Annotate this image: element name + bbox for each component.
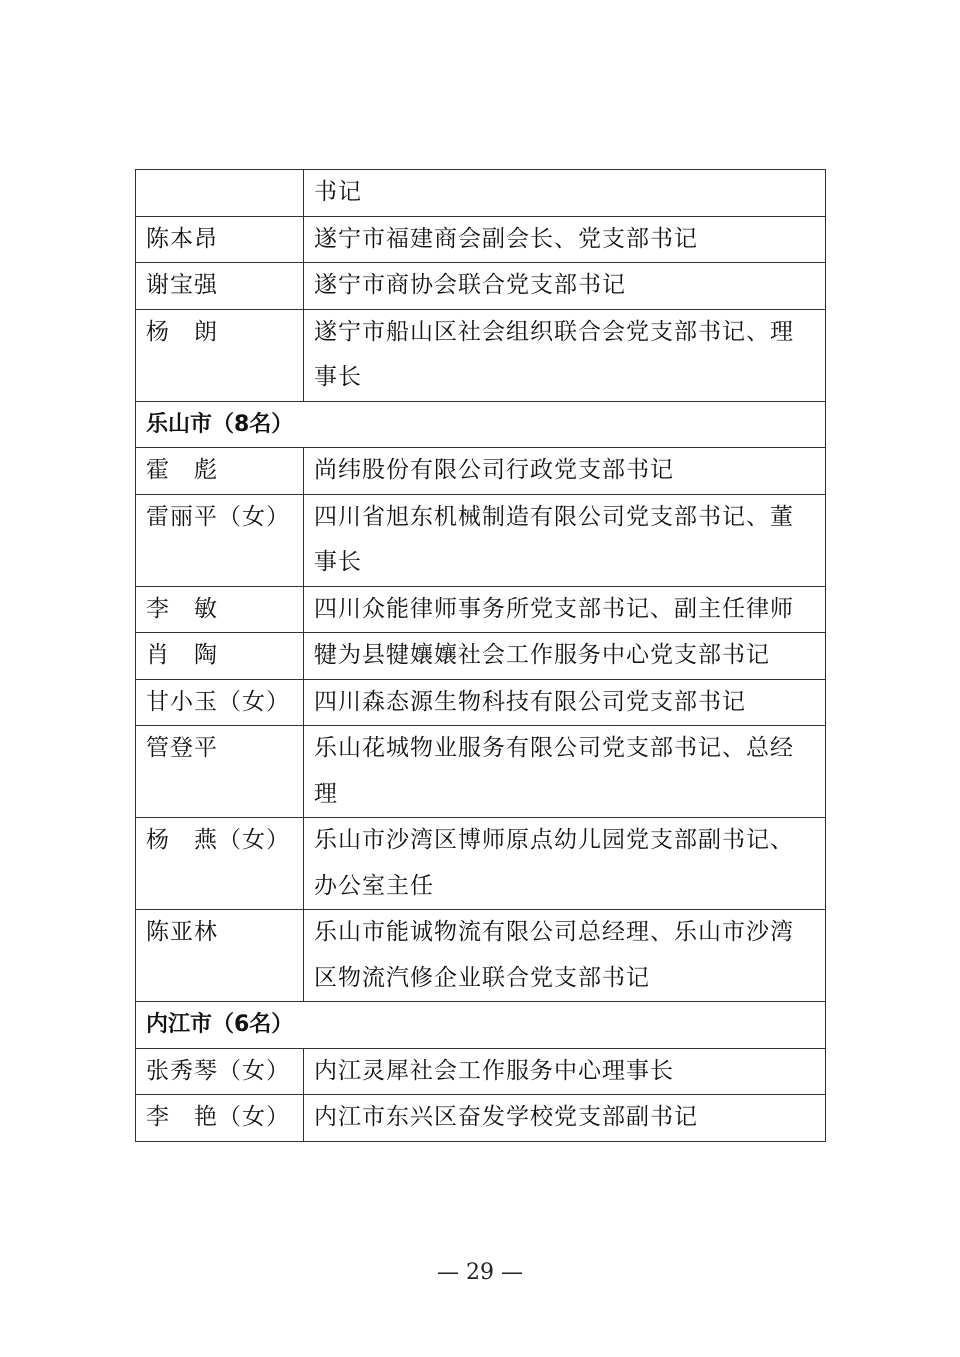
section-row [136, 401, 826, 448]
section-row [136, 1002, 826, 1049]
table-row [136, 494, 826, 586]
table-row [136, 586, 826, 633]
table-row [136, 1048, 826, 1095]
person-name: 李 艳（女） [136, 1095, 304, 1142]
person-name: 杨 朗 [136, 309, 304, 401]
table-row [136, 448, 826, 495]
person-name: 肖 陶 [136, 633, 304, 680]
person-name: 谢宝强 [136, 263, 304, 310]
person-position: 内江市东兴区奋发学校党支部副书记 [304, 1095, 826, 1142]
person-position: 内江灵犀社会工作服务中心理事长 [304, 1048, 826, 1095]
section-heading: 内江市（6名） [136, 1002, 826, 1049]
section-heading: 乐山市（8名） [136, 401, 826, 448]
person-name [136, 170, 304, 217]
person-position: 书记 [304, 170, 826, 217]
table-row [136, 263, 826, 310]
person-name: 杨 燕（女） [136, 818, 304, 910]
table-row [136, 309, 826, 401]
person-position: 犍为县犍孃孃社会工作服务中心党支部书记 [304, 633, 826, 680]
table-row [136, 216, 826, 263]
person-position: 乐山市沙湾区博师原点幼儿园党支部副书记、办公室主任 [304, 818, 826, 910]
person-name: 雷丽平（女） [136, 494, 304, 586]
table-row [136, 910, 826, 1002]
person-name: 张秀琴（女） [136, 1048, 304, 1095]
person-position: 四川众能律师事务所党支部书记、副主任律师 [304, 586, 826, 633]
person-name: 霍 彪 [136, 448, 304, 495]
person-position: 遂宁市船山区社会组织联合会党支部书记、理事长 [304, 309, 826, 401]
person-position: 遂宁市福建商会副会长、党支部书记 [304, 216, 826, 263]
table-row [136, 170, 826, 217]
table-row [136, 1095, 826, 1142]
table-row [136, 818, 826, 910]
honoree-table-body [136, 170, 826, 1142]
person-position: 遂宁市商协会联合党支部书记 [304, 263, 826, 310]
page-number: — 29 — [437, 1260, 523, 1285]
honoree-table [135, 169, 826, 1142]
person-position: 乐山市能诚物流有限公司总经理、乐山市沙湾区物流汽修企业联合党支部书记 [304, 910, 826, 1002]
person-position: 四川森态源生物科技有限公司党支部书记 [304, 679, 826, 726]
person-name: 李 敏 [136, 586, 304, 633]
person-name: 陈本昂 [136, 216, 304, 263]
person-position: 乐山花城物业服务有限公司党支部书记、总经理 [304, 726, 826, 818]
table-row [136, 726, 826, 818]
table-row [136, 633, 826, 680]
person-position: 四川省旭东机械制造有限公司党支部书记、董事长 [304, 494, 826, 586]
person-position: 尚纬股份有限公司行政党支部书记 [304, 448, 826, 495]
person-name: 管登平 [136, 726, 304, 818]
person-name: 甘小玉（女） [136, 679, 304, 726]
table-row [136, 679, 826, 726]
person-name: 陈亚林 [136, 910, 304, 1002]
